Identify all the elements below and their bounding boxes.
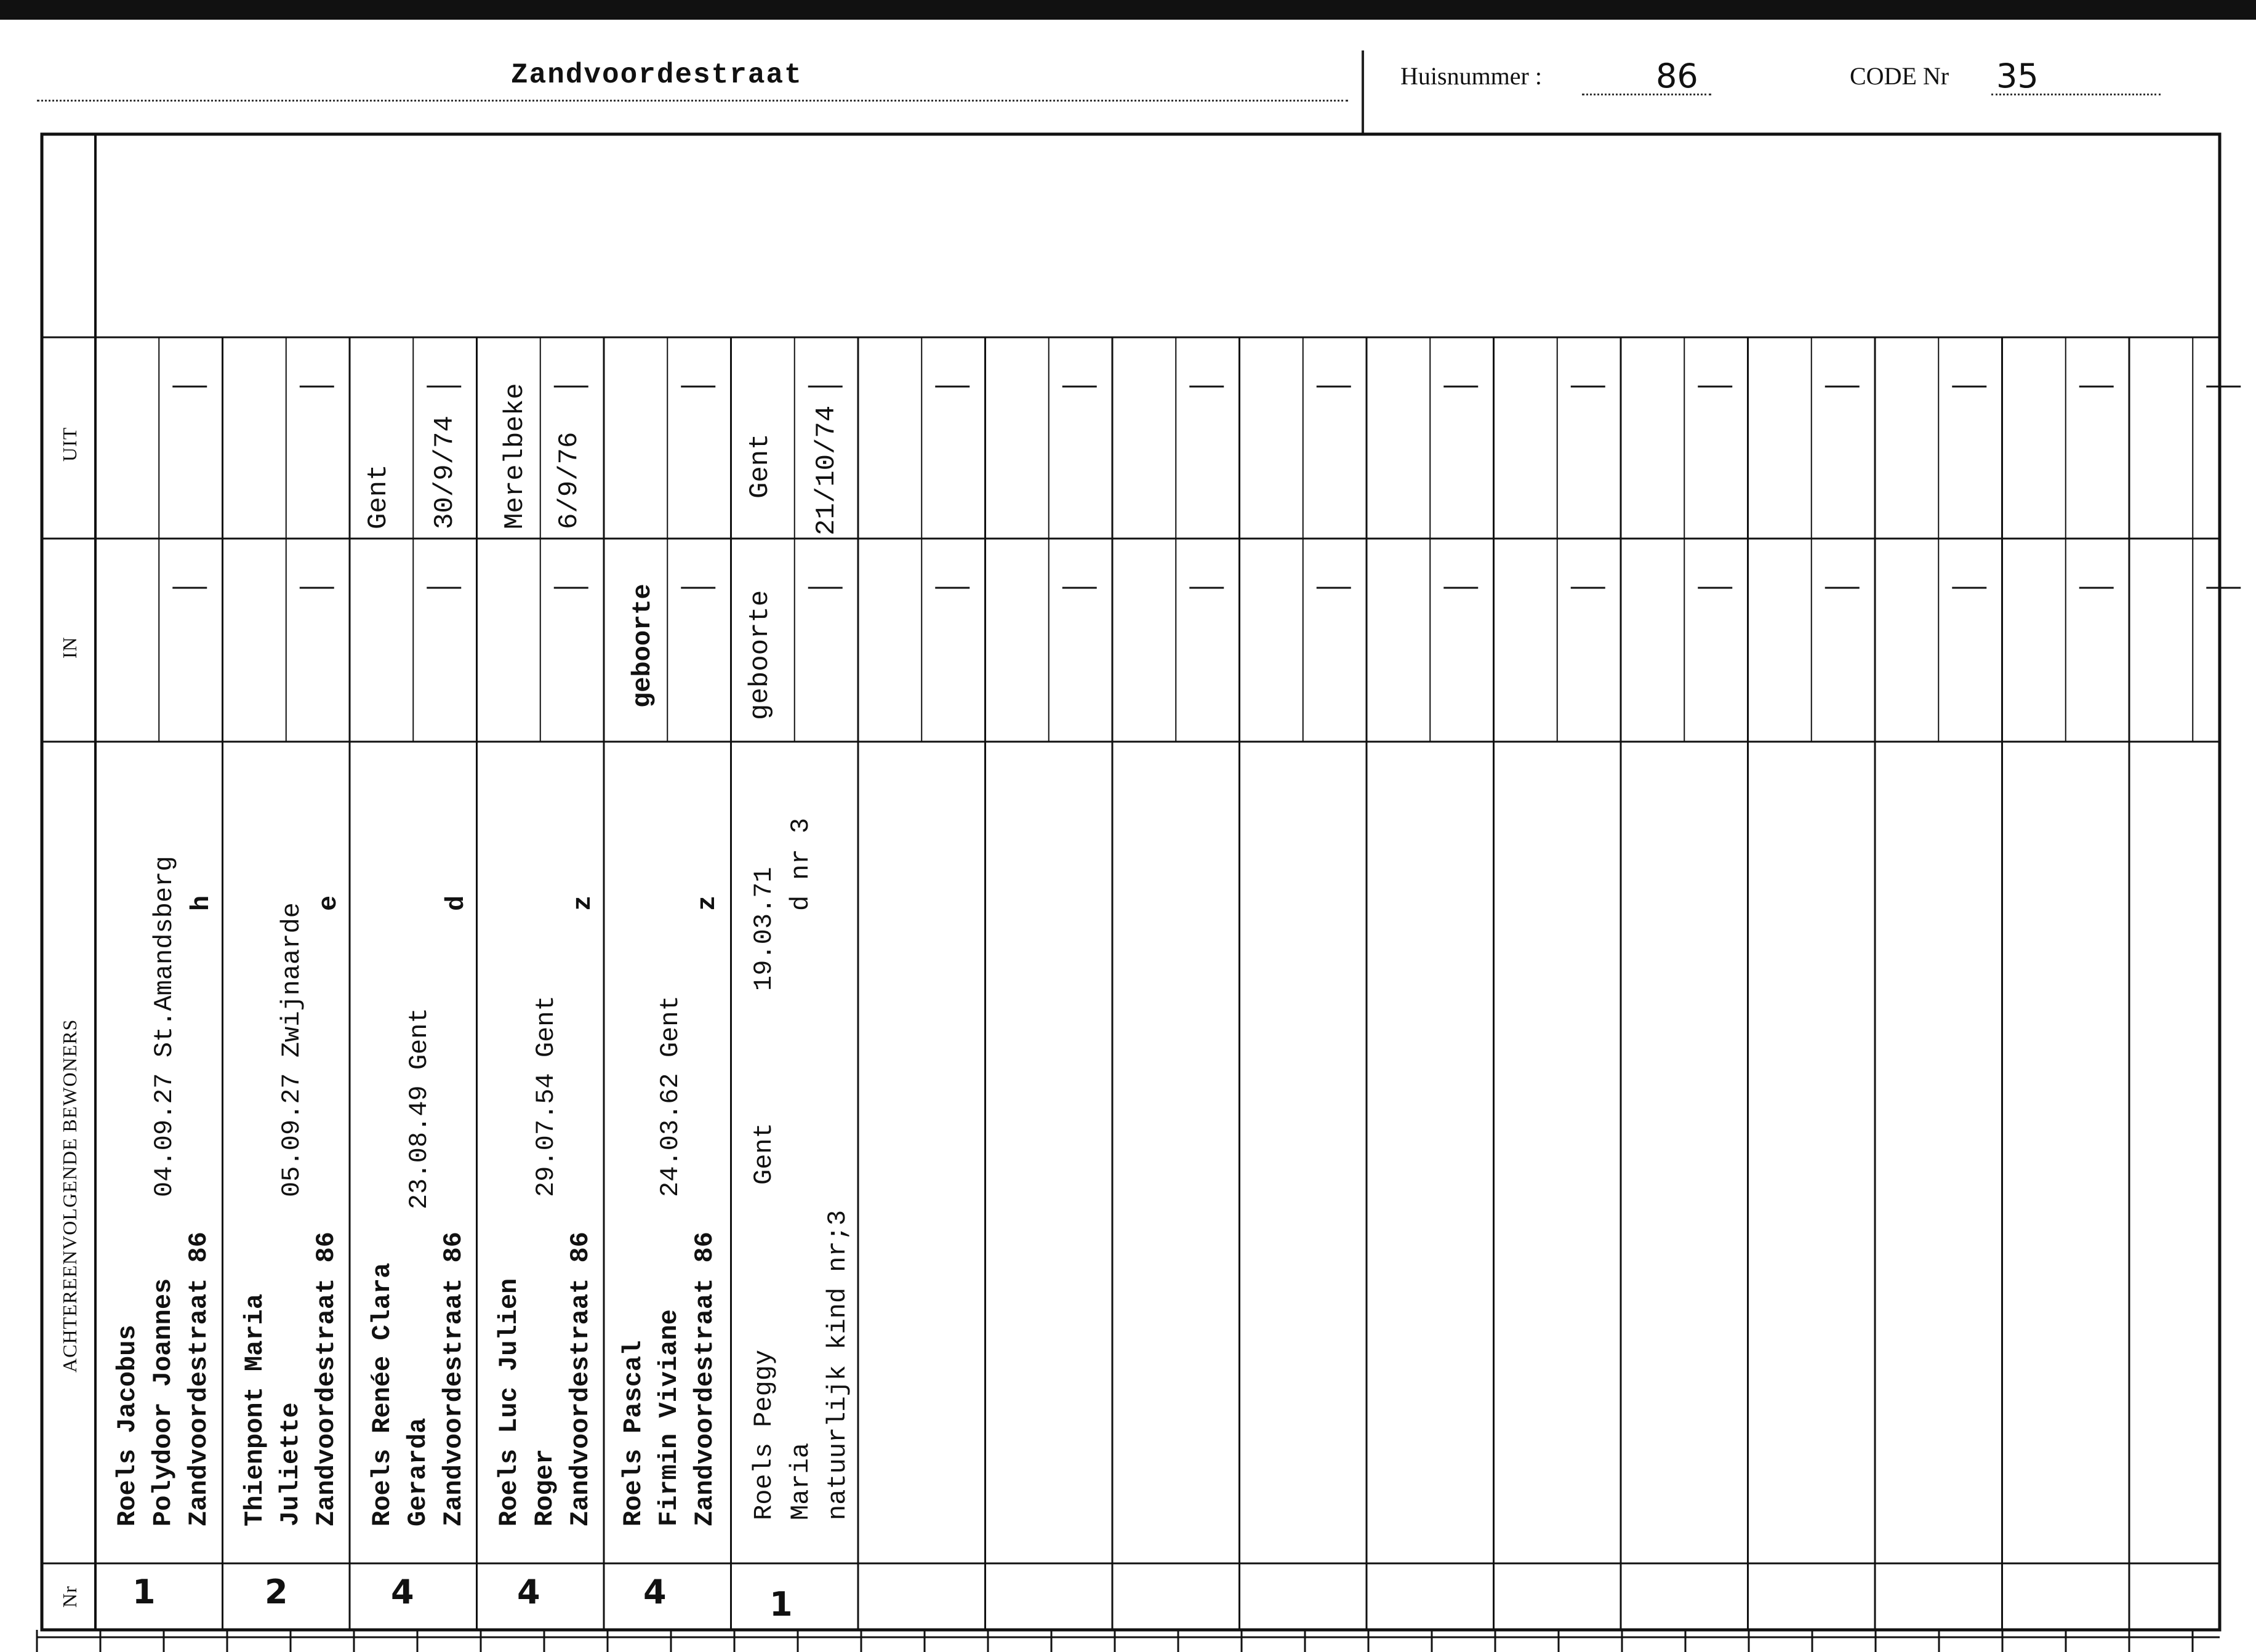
section-label-residents: ACHTEREENVOLGENDE BEWONERS — [58, 1019, 81, 1373]
resident-5-in-place: geboorte — [628, 583, 657, 708]
resident-4-uit-date: 6/9/76 — [554, 431, 585, 529]
house-number-label: Huisnummer : — [1400, 62, 1542, 90]
code-label: CODE Nr — [1850, 62, 1949, 90]
resident-6-uit-date: 21/10/74 — [811, 405, 842, 535]
resident-2-marker: e — [314, 895, 343, 911]
resident-2-nr: 2 — [265, 1573, 288, 1611]
resident-4-marker: z — [568, 895, 598, 911]
resident-6-note: natuurlijk kind nr;3 — [823, 1209, 853, 1520]
resident-5-birth: 24.03.62 Gent — [656, 995, 685, 1197]
section-label-nr: Nr — [58, 1586, 81, 1608]
empty-dashes — [172, 387, 2241, 588]
resident-3-birth: 23.08.49 Gent — [404, 1008, 434, 1209]
column-lines — [37, 337, 2193, 1652]
resident-4-birth: 29.07.54 Gent — [531, 995, 561, 1197]
resident-6-uit-place: Gent — [745, 433, 776, 499]
resident-3-nr: 4 — [391, 1573, 414, 1611]
resident-1-nr: 1 — [132, 1573, 156, 1611]
resident-4-nr: 4 — [517, 1573, 540, 1611]
street-name: Zandvoordestraat — [511, 59, 803, 91]
resident-3-uit-place: Gent — [363, 464, 394, 529]
resident-2-name-line1: Thienpont Maria — [240, 1293, 270, 1526]
resident-6-note-right: d nr 3 — [786, 817, 816, 911]
resident-1-name-line2: Polydoor Joannes — [148, 1278, 178, 1526]
resident-5-marker: z — [692, 895, 722, 911]
resident-4-name — [491, 1232, 598, 1526]
resident-3-marker: d — [441, 895, 471, 911]
resident-6-name-line2: Maria — [786, 1442, 816, 1520]
resident-1-birth: 04.09.27 St.Amandsberg — [150, 856, 179, 1197]
resident-3-address: Zandvoordestraat 86 — [439, 1232, 468, 1526]
resident-4-address: Zandvoordestraat 86 — [566, 1232, 595, 1526]
resident-1-address: Zandvoordestraat 86 — [184, 1232, 214, 1526]
resident-2-name — [237, 1232, 344, 1526]
resident-6-birth-date: 19.03.71 — [749, 867, 779, 991]
resident-5-name — [616, 1232, 723, 1526]
resident-1-marker: h — [187, 895, 216, 911]
section-label-uit: UIT — [58, 427, 81, 462]
resident-3-name-line2: Gerarda — [403, 1417, 433, 1526]
resident-6-in-place: geboorte — [745, 590, 776, 720]
resident-5-address: Zandvoordestraat 86 — [690, 1232, 720, 1526]
resident-5-nr: 4 — [643, 1573, 667, 1611]
code-number-value: 35 — [1996, 57, 2039, 95]
resident-4-name-line1: Roels Luc Julien — [494, 1278, 524, 1526]
resident-3-name-line1: Roels Renée Clara — [367, 1262, 397, 1526]
resident-2-name-line2: Juliette — [276, 1402, 305, 1526]
resident-6-name-line1: Roels Peggy — [749, 1349, 779, 1520]
resident-5-name-line2: Firmin Viviane — [654, 1309, 684, 1526]
resident-3-uit-date: 30/9/74 — [430, 415, 460, 529]
house-number-value: 86 — [1656, 57, 1698, 95]
resident-2-address: Zandvoordestraat 86 — [311, 1232, 341, 1526]
resident-5-name-line1: Roels Pascal — [619, 1340, 648, 1526]
resident-6-birth-place: Gent — [749, 1123, 779, 1185]
resident-6-nr: 1 — [769, 1585, 793, 1624]
resident-1-name — [110, 1232, 217, 1526]
resident-4-uit-place: Merelbeke — [500, 383, 531, 529]
resident-1-name-line1: Roels Jacobus — [113, 1325, 142, 1526]
resident-2-birth: 05.09.27 Zwijnaarde — [277, 902, 307, 1197]
resident-3-name — [364, 1232, 472, 1526]
resident-4-name-line2: Roger — [530, 1448, 560, 1526]
section-label-in: IN — [58, 636, 81, 659]
